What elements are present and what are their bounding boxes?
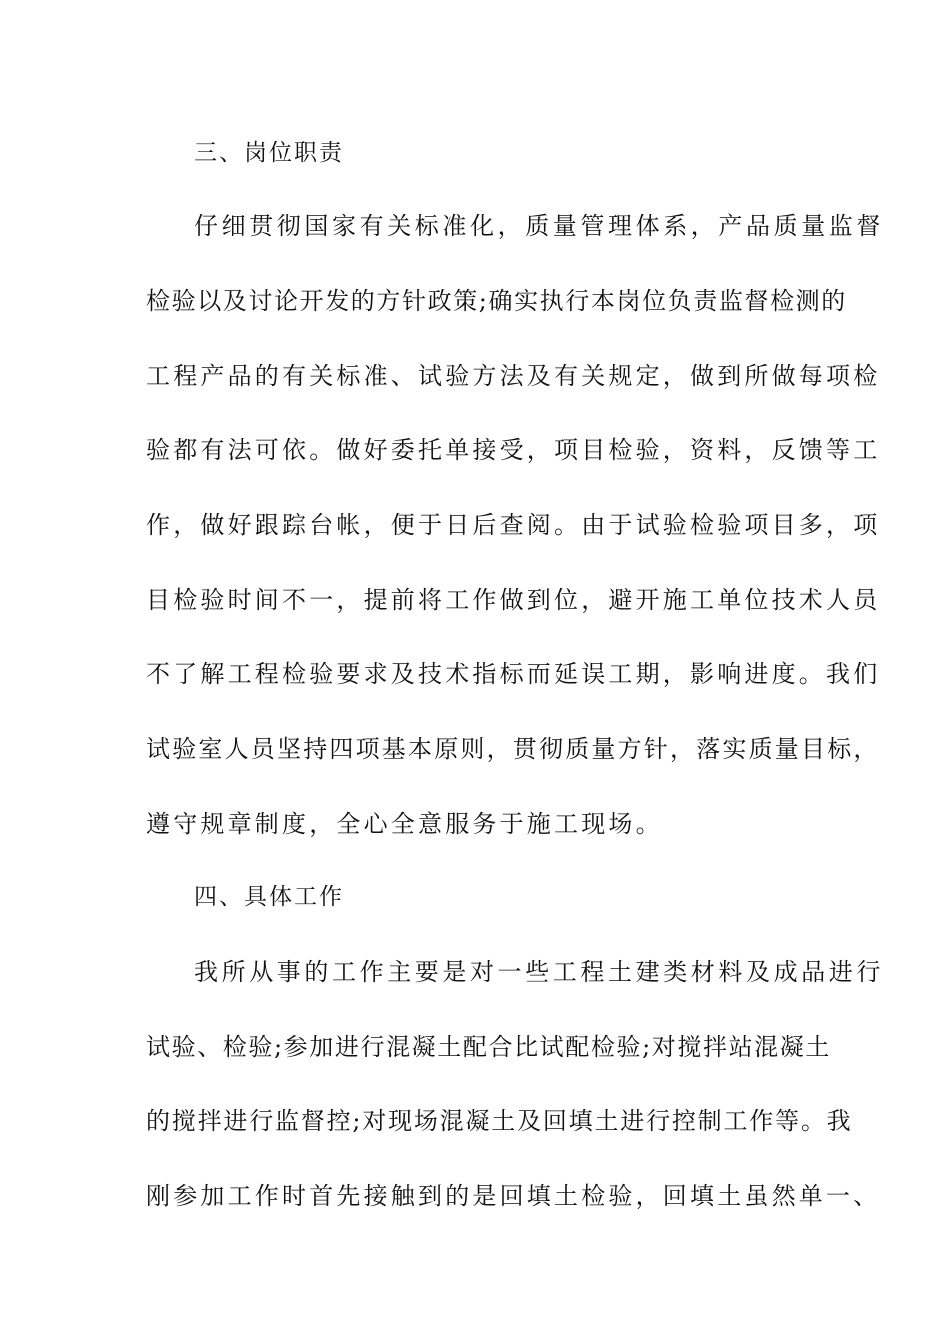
paragraph-line: 我所从事的工作主要是对一些工程土建类材料及成品进行: [194, 958, 884, 986]
paragraph-line: 的搅拌进行监督控;对现场混凝土及回填土进行控制工作等。我: [146, 1107, 853, 1135]
paragraph-line: 试验、检验;参加进行混凝土配合比试配检验;对搅拌站混凝土: [146, 1033, 831, 1061]
paragraph-line: 目检验时间不一，提前将工作做到位，避开施工单位技术人员: [146, 586, 881, 614]
paragraph-line: 试验室人员坚持四项基本原则，贯彻质量方针，落实质量目标，: [146, 735, 880, 763]
paragraph-line: 遵守规章制度，全心全意服务于施工现场。: [146, 810, 663, 838]
section-heading: 四、具体工作: [194, 884, 344, 910]
paragraph-line: 刚参加工作时首先接触到的是回填土检验，回填土虽然单一、: [146, 1182, 881, 1210]
paragraph-line: 仔细贯彻国家有关标准化，质量管理体系，产品质量监督: [194, 212, 884, 240]
paragraph-line: 工程产品的有关标准、试验方法及有关规定，做到所做每项检: [146, 362, 881, 390]
paragraph-line: 不了解工程检验要求及技术指标而延误工期，影响进度。我们: [146, 660, 881, 688]
section-heading: 三、岗位职责: [194, 140, 344, 166]
paragraph-line: 作，做好跟踪台帐，便于日后查阅。由于试验检验项目多，项: [146, 511, 881, 539]
paragraph-line: 验都有法可依。做好委托单接受，项目检验，资料，反馈等工: [146, 436, 881, 464]
paragraph-line: 检验以及讨论开发的方针政策;确实执行本岗位负责监督检测的: [146, 287, 847, 315]
